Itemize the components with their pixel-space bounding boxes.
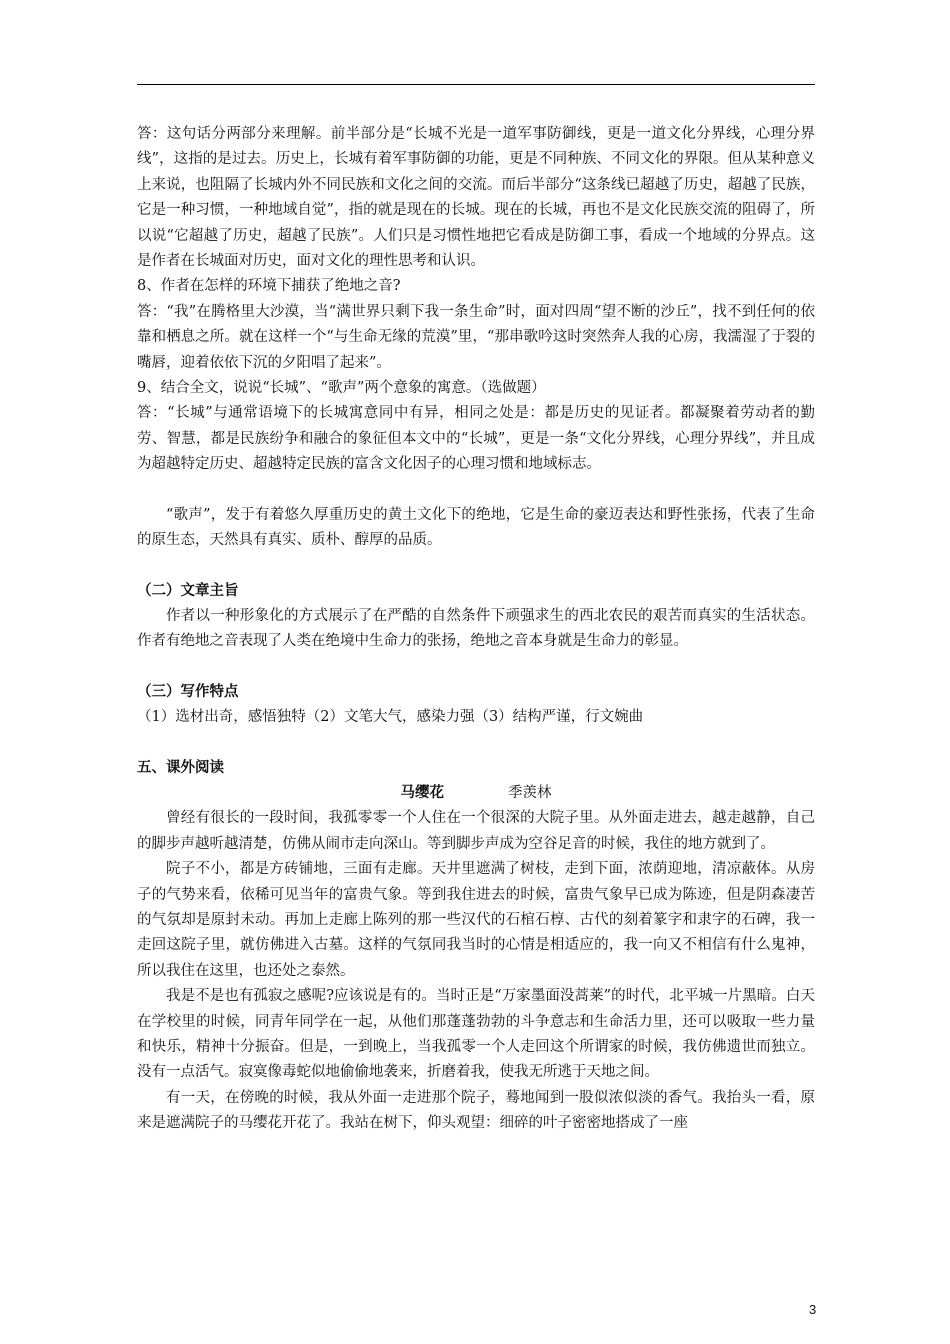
question-9: 9、结合全文，说说“长城”、“歌声”两个意象的寓意。（选做题） [137,380,546,397]
section-2-heading: （二）文章主旨 [137,582,239,599]
section-3-heading: （三）写作特点 [137,683,239,700]
section-2-body: 作者以一种形象化的方式展示了在严酷的自然条件下顽强求生的西北农民的艰苦而真实的生活状态。作者有绝地之音表现了人类在绝境中生命力的张扬，绝地之音本身就是生命力的彰显。 [137,607,815,650]
article-title-line [137,781,815,806]
article-paragraph: 我是不是也有孤寂之感呢?应该说是有的。当时正是“万家墨面没蒿莱”的时代，北平城一片黑暗。白天在学校里的时候，同青年同学在一起，从他们那蓬蓬勃勃的斗争意志和生命活力里，还可以吸取一些力量和快乐，精神十分振奋。但是，一到晚上，当我孤零一个人走回这个所谓家的时候，我仿佛遗世而独立。没有一点活气。寂寞像毒蛇似地偷偷地袭来，折磨着我，使我无所逃于天地之间。 [137,988,815,1081]
article-paragraph: 院子不小，都是方砖铺地，三面有走廊。天井里遮满了树枝，走到下面，浓荫迎地，清凉蔽体。从房子的气势来看，依稀可见当年的富贵气象。等到我住进去的时候，富贵气象早已成为陈迹，但是阴森凄苦的气氛却是原封未动。再加上走廊上陈列的那一些汉代的石棺石椁、古代的刻着篆字和隶字的石碑，我一走回这院子里，就仿佛进入古墓。这样的气氛同我当时的心情是相适应的，我一向又不相信有什么鬼神，所以我住在这里，也还处之泰然。 [137,861,815,979]
section-5-heading: 五、课外阅读 [137,759,224,776]
article-title: 马缨花 [400,784,444,801]
article-paragraph: 有一天，在傍晚的时候，我从外面一走进那个院子，蓦地闻到一股似浓似淡的香气。我抬头一看，原来是遮满院子的马缨花开花了。我站在树下，仰头观望：细碎的叶子密密地搭成了一座 [137,1089,815,1132]
answer-8: 答：“我”在腾格里大沙漠，当“满世界只剩下我一条生命”时，面对四周“望不断的沙丘”，找不到任何的依靠和栖息之所。就在这样一个“与生命无缘的荒漠”里，“那串歌吟这时突然奔人我的心房，我濡湿了于裂的嘴唇，迎着依依下沉的夕阳唱了起来”。 [137,303,816,371]
gesheng-paragraph: “歌声”，发于有着悠久厚重历史的黄土文化下的绝地，它是生命的豪迈表达和野性张扬，代表了生命的原生态，天然具有真实、质朴、醇厚的品质。 [137,506,815,549]
section-3-body: （1）选材出奇，感悟独特（2）文笔大气，感染力强（3）结构严谨，行文婉曲 [137,709,644,726]
spacer [137,731,815,756]
answer-7: 答：这句话分两部分来理解。前半部分是“长城不光是一道军事防御线，更是一道文化分界线，心理分界线”，这指的是过去。历史上，长城有着军事防御的功能，更是不同种族、不同文化的界限。但从某种意义上来说，也阻隔了长城内外不同民族和文化之间的交流。而后半部分“这条线已超越了历史，超越了民族，它是一种习惯，一种地域自觉”，指的就是现在的长城。现在的长城，再也不是文化民族交流的阻碍了，所以说“它超越了历史，超越了民族”。人们只是习惯性地把它看成是防御工事，看成一个地域的分界点。这是作者在长城面对历史，面对文化的理性思考和认识。 [137,126,815,270]
spacer [137,478,815,503]
question-8: 8、作者在怎样的环境下捕获了绝地之音? [137,278,401,295]
article-author: 季羡林 [508,784,552,801]
header-rule [137,84,815,85]
page-body [137,122,815,1137]
article-paragraph: 曾经有很长的一段时间，我孤零零一个人住在一个很深的大院子里。从外面走进去，越走越静，自己的脚步声越听越清楚，仿佛从闹市走向深山。等到脚步声成为空谷足音的时候，我住的地方就到了。 [137,810,815,852]
spacer [137,655,815,680]
answer-9: 答：“长城”与通常语境下的长城寓意同中有异，相同之处是：都是历史的见证者。都凝聚着劳动者的勤劳、智慧，都是民族纷争和融合的象征但本文中的“长城”，更是一条“文化分界线，心理分界线”，并且成为超越特定历史、超越特定民族的富含文化因子的心理习惯和地域标志。 [137,405,815,473]
spacer [137,554,815,579]
page-number: 3 [809,1302,817,1317]
